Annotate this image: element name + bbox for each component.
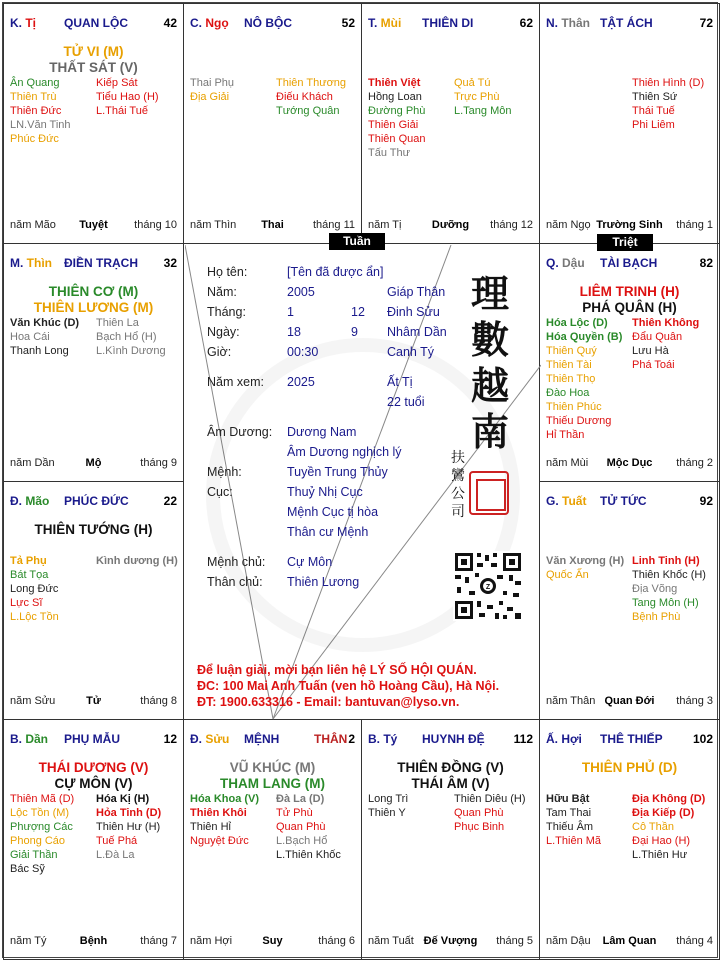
minor-star: Thiên Không (632, 317, 700, 329)
thanchu-value: Thiên Lương (287, 575, 360, 589)
minor-star: Thiên Y (368, 807, 406, 819)
birth-day-lunar: 9 (351, 325, 358, 339)
month-label: tháng 7 (140, 935, 177, 947)
minor-star: Lực Sĩ (10, 597, 43, 609)
label-menhchu: Mệnh chủ: (207, 555, 266, 569)
label-hour: Giờ: (207, 345, 232, 359)
year-label: năm Hợi (190, 935, 233, 947)
minor-star: Hóa Khoa (V) (190, 793, 260, 805)
triet-marker: Triệt (597, 234, 653, 251)
main-stars (184, 760, 361, 792)
minor-stars-left (546, 554, 624, 582)
life-stage: Quan Đới (604, 695, 655, 707)
year-label: năm Mùi (546, 457, 589, 469)
palace-header (10, 732, 177, 748)
year-label: năm Sửu (10, 695, 56, 707)
minor-star: Hữu Bật (546, 793, 590, 805)
main-star: CỰ MÔN (V) (54, 776, 133, 791)
minor-star: Thiên Diêu (H) (454, 793, 526, 805)
month-label: tháng 1 (676, 219, 713, 231)
palace-footer (10, 695, 177, 709)
birth-hour: 00:30 (287, 345, 319, 359)
palace-branch: Đ. Mão (10, 494, 50, 508)
birth-month-lunar: 12 (351, 305, 365, 319)
life-stage: Mộ (85, 457, 102, 469)
minor-star: Tiểu Hao (H) (96, 91, 159, 103)
minor-stars-left (10, 76, 71, 146)
minor-star: Văn Khúc (D) (10, 317, 80, 329)
minor-star: Tả Phụ (10, 555, 47, 567)
main-star: THÁI DƯƠNG (V) (38, 760, 149, 775)
palace-mui[interactable] (361, 3, 540, 244)
month-label: tháng 5 (496, 935, 533, 947)
main-star: TỬ VI (M) (63, 44, 124, 59)
minor-stars-right (96, 76, 159, 118)
minor-star: Nguyệt Đức (190, 835, 249, 847)
life-stage: Dưỡng (431, 219, 470, 231)
birth-month: 1 (287, 305, 294, 319)
person-name: [Tên đã được ẩn] (287, 265, 384, 279)
palace-branch: Q. Dậu (546, 256, 585, 270)
minor-stars-right (276, 792, 341, 862)
minor-star: Địa Giải (190, 91, 230, 103)
year-label: năm Tý (10, 935, 47, 947)
palace-header (190, 16, 355, 32)
minor-star: Thiên Phúc (546, 401, 602, 413)
main-star: THIÊN LƯƠNG (M) (33, 300, 154, 315)
month-label: tháng 4 (676, 935, 713, 947)
palace-branch: Ấ. Hợi (546, 732, 582, 746)
palace-footer (368, 935, 533, 949)
minor-star: Kình dương (H) (96, 555, 178, 567)
amduong-value: Dương Nam (287, 425, 357, 439)
minor-star: Giải Thần (10, 849, 58, 861)
minor-star: Thiên Hư (H) (96, 821, 161, 833)
minor-star: Quốc Ấn (546, 569, 589, 581)
minor-star: Đường Phù (368, 105, 426, 117)
year-label: năm Tuất (368, 935, 414, 947)
life-stage: Thai (261, 219, 284, 231)
palace-branch: K. Tị (10, 16, 37, 30)
minor-star: Thiên Khôi (190, 807, 247, 819)
palace-branch: T. Mùi (368, 16, 402, 30)
minor-star: Đẩu Quân (632, 331, 683, 343)
month-label: tháng 3 (676, 695, 713, 707)
minor-star: Tuế Phá (96, 835, 138, 847)
minor-star: Hỏa Tinh (D) (96, 807, 162, 819)
palace-header (10, 494, 177, 510)
palace-footer (546, 935, 713, 949)
minor-star: L.Lộc Tồn (10, 611, 59, 623)
minor-star: Thiên Khốc (H) (632, 569, 706, 581)
main-star: THẤT SÁT (V) (49, 60, 138, 75)
palace-footer (546, 695, 713, 709)
minor-star: Phong Cáo (10, 835, 66, 847)
minor-star: Thiên Đức (10, 105, 62, 117)
main-stars (4, 760, 183, 792)
palace-name: ĐIỀN TRẠCH (64, 256, 138, 270)
main-star: THÁI ÂM (V) (411, 776, 490, 791)
minor-star: Đà La (D) (276, 793, 325, 805)
month-label: tháng 12 (490, 219, 533, 231)
minor-star: Địa Võng (632, 583, 678, 595)
palace-name: PHỤ MẪU (64, 732, 120, 746)
minor-star: Hóa Quyền (B) (546, 331, 623, 343)
minor-star: Thanh Long (10, 345, 69, 357)
main-star: THIÊN PHỦ (D) (581, 760, 678, 775)
minor-star: Thiên La (96, 317, 139, 329)
minor-star: Điếu Khách (276, 91, 333, 103)
label-year: Năm: (207, 285, 237, 299)
palace-footer (546, 219, 713, 233)
view-year: 2025 (287, 375, 315, 389)
main-star: THIÊN TƯỚNG (H) (34, 522, 153, 537)
svg-text:Z: Z (485, 584, 491, 591)
minor-star: Hóa Kị (H) (96, 793, 150, 805)
palace-branch: C. Ngọ (190, 16, 229, 30)
minor-star: Thiên Quý (546, 345, 597, 357)
horoscope-board (2, 2, 718, 958)
palace-header (10, 16, 177, 32)
contact-invite: Để luận giải, mời bạn liên hệ LÝ SỐ HỘI QUÁN. (197, 663, 477, 677)
minor-star: Thiên Hình (D) (632, 77, 705, 89)
palace-footer (10, 219, 177, 233)
palace-name: QUAN LỘC (64, 16, 128, 30)
minor-star: Tấu Thư (368, 147, 411, 159)
minor-star: Trực Phù (454, 91, 500, 103)
minor-stars-right (632, 792, 705, 862)
minor-star: Bạch Hổ (H) (96, 331, 157, 343)
subseal-text: 扶 鸞 公 司 (451, 450, 465, 520)
palace-suu[interactable] (183, 719, 362, 960)
palace-header (368, 732, 533, 748)
label-day: Ngày: (207, 325, 240, 339)
minor-star: Cô Thần (632, 821, 674, 833)
minor-star: Linh Tinh (H) (632, 555, 700, 567)
minor-star: L.Tang Môn (454, 105, 512, 117)
minor-star: Thiên Giải (368, 119, 419, 131)
year-label: năm Tị (368, 219, 402, 231)
palace-number: 22 (163, 494, 177, 508)
month-label: tháng 9 (140, 457, 177, 469)
minor-stars-left (368, 76, 425, 160)
minor-star: LN.Văn Tinh (10, 119, 71, 131)
birth-year-cc: Giáp Thân (387, 285, 446, 299)
minor-star: Hỉ Thần (546, 429, 585, 441)
minor-stars-left (546, 316, 622, 442)
minor-star: Phi Liêm (632, 119, 675, 131)
than-marker: THÂN (314, 732, 348, 746)
palace-header (190, 732, 355, 748)
life-stage: Tuyệt (79, 219, 108, 231)
palace-header (10, 256, 177, 272)
cuc-value: Thuỷ Nhị Cục (287, 485, 363, 499)
palace-tuat[interactable] (539, 481, 720, 720)
palace-branch: B. Dần (10, 732, 49, 746)
menh-value: Tuyền Trung Thủy (287, 465, 388, 479)
minor-star: Hồng Loan (368, 91, 422, 103)
minor-star: Long Trì (368, 793, 409, 805)
main-stars (4, 44, 183, 76)
main-stars (362, 760, 539, 792)
minor-star: Thiên Quan (368, 133, 426, 145)
minor-stars-right (96, 316, 166, 358)
main-star: THIÊN CƠ (M) (48, 284, 139, 299)
birth-year: 2005 (287, 285, 315, 299)
palace-branch: B. Tý (368, 732, 398, 746)
palace-hoi[interactable] (539, 719, 720, 960)
menhchu-value: Cự Môn (287, 555, 333, 569)
minor-star: Thiên Việt (368, 77, 421, 89)
red-stamp (469, 471, 509, 515)
main-stars (4, 522, 183, 538)
qr-code-icon[interactable] (453, 551, 523, 621)
minor-star: L.Bạch Hổ (276, 835, 328, 847)
minor-stars-right (276, 76, 346, 118)
minor-star: L.Kình Dương (96, 345, 166, 357)
palace-name: THÊ THIẾP (600, 732, 663, 746)
cuc-relation: Mệnh Cục tị hòa (287, 505, 379, 519)
birth-hour-cc: Canh Tý (387, 345, 435, 359)
palace-branch: Đ. Sửu (190, 732, 230, 746)
month-label: tháng 8 (140, 695, 177, 707)
minor-star: Quả Tú (454, 77, 491, 89)
minor-star: Bác Sỹ (10, 863, 45, 875)
minor-star: Thiếu Âm (546, 821, 594, 833)
palace-thin[interactable] (3, 243, 184, 482)
year-label: năm Dần (10, 457, 55, 469)
label-menh: Mệnh: (207, 465, 242, 479)
minor-star: Thiên Thọ (546, 373, 596, 385)
birth-month-cc: Đinh Sửu (387, 305, 440, 319)
minor-star: Quan Phù (454, 807, 504, 819)
minor-stars-right (96, 792, 161, 862)
amduong-note: Âm Dương nghịch lý (287, 445, 402, 459)
palace-header (546, 732, 713, 748)
minor-star: Tướng Quân (276, 105, 340, 117)
palace-header (546, 256, 713, 272)
palace-number: 42 (163, 16, 177, 30)
year-label: năm Dậu (546, 935, 591, 947)
main-stars (540, 284, 719, 316)
palace-footer (190, 219, 355, 233)
label-thanchu: Thân chủ: (207, 575, 263, 589)
minor-star: Quan Phù (276, 821, 326, 833)
minor-star: L.Thiên Khốc (276, 849, 341, 861)
main-star: VŨ KHÚC (M) (229, 760, 316, 775)
minor-stars-right (96, 554, 178, 568)
minor-stars-left (190, 792, 259, 848)
palace-name: THIÊN DI (422, 16, 474, 30)
minor-stars-left (190, 76, 234, 104)
view-year-cc: Ất Tị (387, 375, 413, 389)
minor-star: Bệnh Phù (632, 611, 681, 623)
minor-stars-left (10, 792, 74, 876)
contact-phone-email[interactable]: ĐT: 1900.633316 - Email: bantuvan@lyso.vn. (197, 695, 460, 709)
center-info-panel (185, 245, 541, 721)
palace-name: HUYNH ĐỆ (422, 732, 485, 746)
palace-name: TẬT ÁCH (600, 16, 653, 30)
minor-star: Đại Hao (H) (632, 835, 691, 847)
minor-star: Tam Thai (546, 807, 592, 819)
minor-star: L.Thái Tuế (96, 105, 148, 117)
year-label: năm Thân (546, 695, 596, 707)
palace-than[interactable] (539, 3, 720, 244)
palace-dau[interactable] (539, 243, 720, 482)
calligraphy-logo: 理 數 越 南 (470, 271, 509, 454)
tuan-marker: Tuần (329, 233, 385, 250)
palace-name: TÀI BẠCH (600, 256, 658, 270)
palace-number: 82 (699, 256, 713, 270)
palace-number: 112 (513, 732, 533, 746)
main-star: LIÊM TRINH (H) (579, 284, 680, 299)
minor-star: L.Thiên Mã (546, 835, 602, 847)
palace-number: 72 (699, 16, 713, 30)
year-label: năm Mão (10, 219, 56, 231)
palace-number: 52 (341, 16, 355, 30)
palace-number: 12 (163, 732, 177, 746)
palace-ngo[interactable] (183, 3, 362, 244)
minor-star: Thiên Mã (D) (10, 793, 75, 805)
minor-star: Tang Môn (H) (632, 597, 699, 609)
palace-number: 102 (692, 732, 713, 746)
minor-star: Phá Toái (632, 359, 675, 371)
minor-star: Lưu Hà (632, 345, 669, 357)
palace-number: 92 (699, 494, 713, 508)
label-month: Tháng: (207, 305, 246, 319)
minor-star: L.Thiên Hư (632, 849, 688, 861)
palace-number: 32 (163, 256, 177, 270)
minor-stars-right (632, 554, 706, 624)
than-position: Thân cư Mệnh (287, 525, 369, 539)
age: 22 tuổi (387, 395, 425, 409)
palace-name: NÔ BỘC (244, 16, 292, 30)
minor-stars-left (368, 792, 408, 820)
palace-number: 62 (519, 16, 533, 30)
minor-star: Thiên Trù (10, 91, 57, 103)
minor-star: Thiên Thương (276, 77, 347, 89)
label-amduong: Âm Dương: (207, 425, 273, 439)
minor-stars-left (546, 792, 601, 848)
minor-star: Lộc Tồn (M) (10, 807, 70, 819)
palace-header (368, 16, 533, 32)
palace-number: 2 (348, 732, 355, 746)
label-cuc: Cục: (207, 485, 233, 499)
life-stage: Lâm Quan (602, 935, 657, 947)
palace-footer (368, 219, 533, 233)
minor-star: Thai Phụ (190, 77, 235, 89)
month-label: tháng 11 (312, 219, 355, 231)
minor-stars-right (632, 316, 699, 372)
label-view-year: Năm xem: (207, 375, 264, 389)
life-stage: Suy (262, 935, 283, 947)
palace-branch: G. Tuất (546, 494, 587, 508)
minor-star: Địa Không (D) (632, 793, 706, 805)
palace-header (546, 494, 713, 510)
main-stars (4, 284, 183, 316)
minor-star: L.Đà La (96, 849, 135, 861)
palace-footer (10, 457, 177, 471)
minor-star: Địa Kiếp (D) (632, 807, 695, 819)
year-label: năm Thìn (190, 219, 237, 231)
palace-branch: M. Thìn (10, 256, 52, 270)
minor-star: Hoa Cái (10, 331, 50, 343)
minor-star: Hóa Lộc (D) (546, 317, 608, 329)
month-label: tháng 2 (676, 457, 713, 469)
palace-ty2[interactable] (361, 719, 540, 960)
minor-star: Tử Phù (276, 807, 313, 819)
palace-header (546, 16, 713, 32)
birth-day-cc: Nhâm Dần (387, 325, 447, 339)
main-star: THAM LANG (M) (220, 776, 325, 791)
minor-star: Thiên Hỉ (190, 821, 231, 833)
main-star: PHÁ QUÂN (H) (582, 300, 677, 315)
main-star: THIÊN ĐỒNG (V) (397, 760, 504, 775)
label-name: Họ tên: (207, 265, 248, 279)
minor-star: Đào Hoa (546, 387, 590, 399)
life-stage: Tử (86, 695, 101, 707)
palace-name: PHÚC ĐỨC (64, 494, 129, 508)
life-stage: Mộc Dục (606, 457, 653, 469)
life-stage: Đế Vượng (423, 935, 478, 947)
palace-branch: N. Thân (546, 16, 591, 30)
minor-star: Long Đức (10, 583, 59, 595)
minor-stars-left (10, 554, 59, 624)
palace-mao[interactable] (3, 481, 184, 720)
palace-footer (10, 935, 177, 949)
minor-star: Phục Binh (454, 821, 505, 833)
palace-dan[interactable] (3, 719, 184, 960)
minor-star: Bát Tọa (10, 569, 49, 581)
month-label: tháng 6 (318, 935, 355, 947)
minor-stars-left (10, 316, 79, 358)
minor-star: Thiếu Dương (546, 415, 612, 427)
minor-star: Kiếp Sát (96, 77, 138, 89)
palace-footer (190, 935, 355, 949)
palace-name: MỆNH (244, 732, 280, 746)
year-label: năm Ngọ (546, 219, 591, 231)
life-stage: Trường Sinh (596, 219, 663, 231)
minor-star: Thái Tuế (632, 105, 675, 117)
palace-name: TỬ TỨC (600, 494, 647, 508)
contact-address: ĐC: 100 Mai Anh Tuấn (ven hồ Hoàng Cầu), Hà Nội. (197, 679, 500, 693)
palace-footer (546, 457, 713, 471)
minor-stars-right (454, 792, 526, 834)
minor-star: Thiên Sứ (632, 91, 678, 103)
palace-ty[interactable] (3, 3, 184, 244)
minor-star: Ân Quang (10, 77, 60, 89)
minor-star: Phúc Đức (10, 133, 59, 145)
minor-star: Phượng Các (10, 821, 73, 833)
main-stars (540, 760, 719, 776)
minor-star: Văn Xương (H) (546, 555, 625, 567)
month-label: tháng 10 (134, 219, 177, 231)
birth-day: 18 (287, 325, 301, 339)
minor-stars-right (632, 76, 704, 132)
life-stage: Bệnh (79, 935, 108, 947)
minor-star: Thiên Tài (546, 359, 592, 371)
minor-stars-right (454, 76, 511, 118)
